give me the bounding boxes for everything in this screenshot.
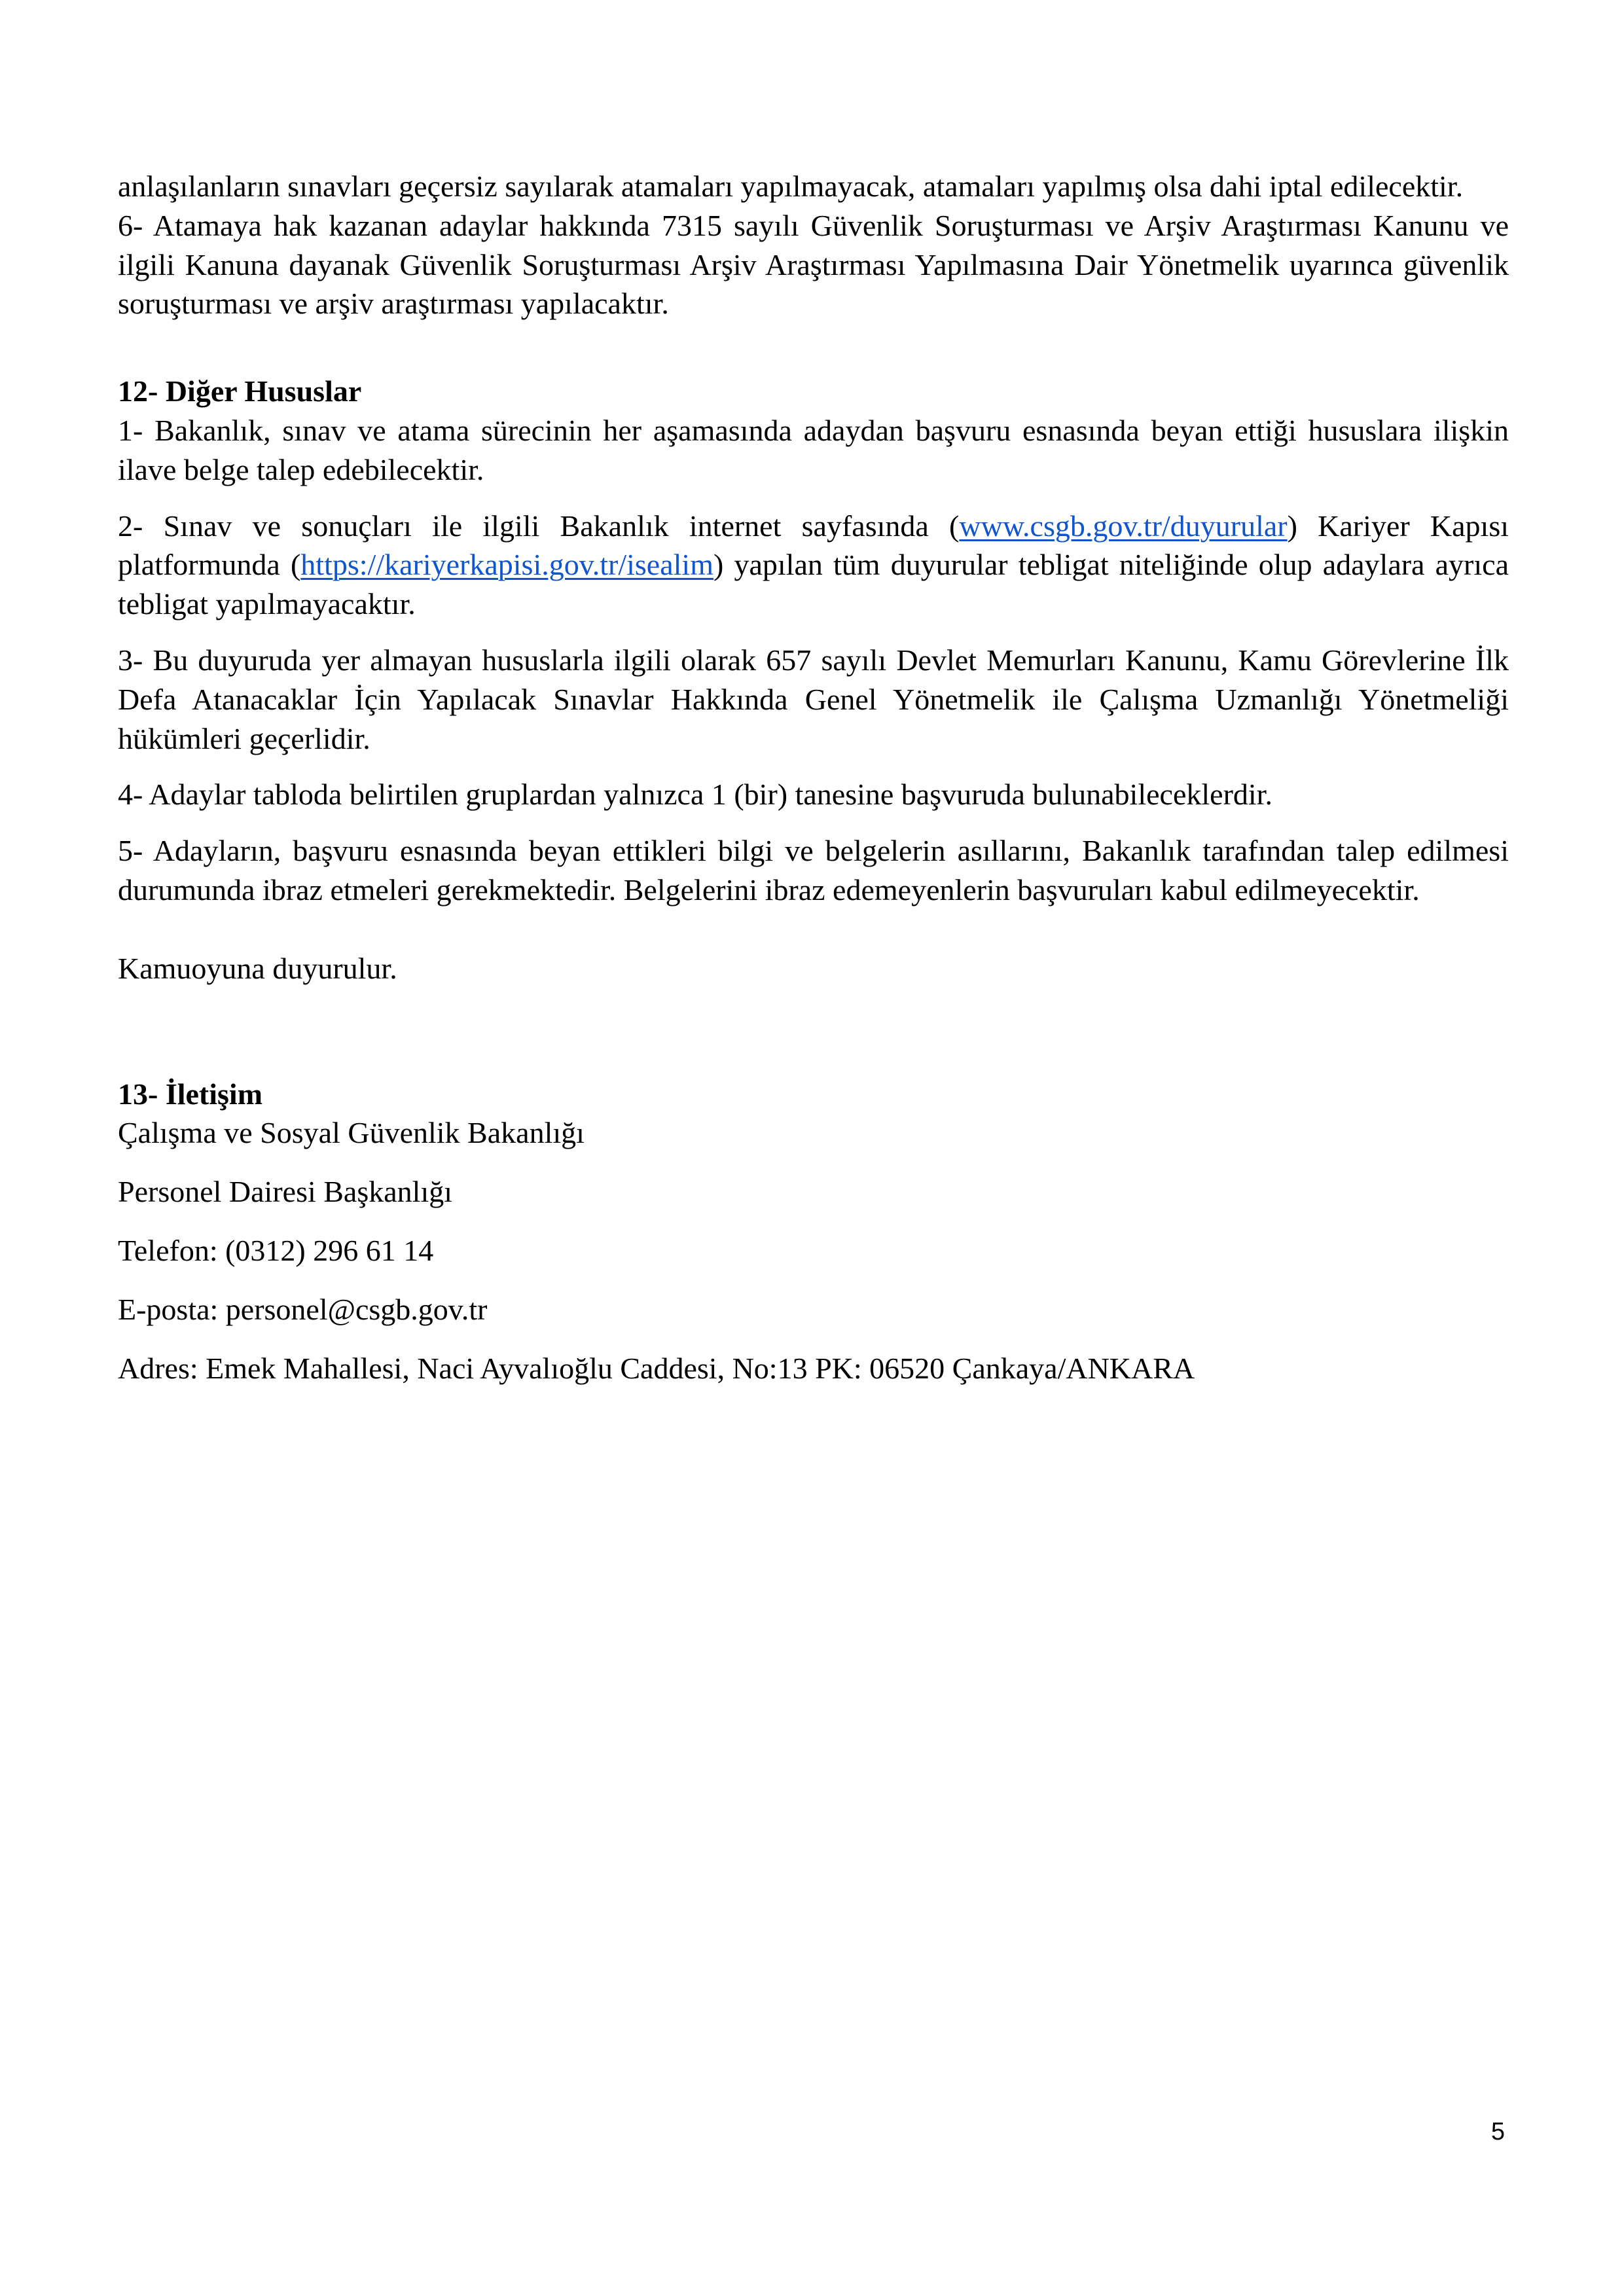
contact-phone: Telefon: (0312) 296 61 14	[118, 1233, 434, 1267]
spacer	[118, 1270, 1509, 1290]
item-2-prefix-text: 2- Sınav ve sonuçları ile ilgili Bakanlık internet sayfasında (	[118, 509, 960, 543]
section-12-item-5: 5- Adayların, başvuru esnasında beyan ettikleri bilgi ve belgelerin asıllarını, Bakanlık tarafından talep edilmesi durumunda ibraz etmeleri gerekmektedir. Belgelerini ibraz edemeyenlerin başvuruları kabul edilmeyecektir.	[118, 834, 1509, 906]
section-12-heading: 12- Diğer Hususlar	[118, 374, 362, 408]
section-12-item-4: 4- Adaylar tabloda belirtilen gruplardan yalnızca 1 (bir) tanesine başvuruda bulunabileceklerdir.	[118, 778, 1272, 812]
spacer	[118, 624, 1509, 641]
spacer	[118, 490, 1509, 507]
spacer	[118, 1329, 1509, 1349]
spacer	[118, 988, 1509, 1075]
contact-department-name: Personel Dairesi Başkanlığı	[118, 1175, 453, 1209]
page-content	[118, 167, 1509, 1388]
item-2-middle-text: ) Kariyer Kapısı platformunda (	[118, 509, 1509, 582]
spacer	[118, 910, 1509, 949]
contact-ministry-name: Çalışma ve Sosyal Güvenlik Bakanlığı	[118, 1116, 585, 1150]
section-12-item-1: 1- Bakanlık, sınav ve atama sürecinin her aşamasında adaydan başvuru esnasında beyan ettiği hususlara ilişkin ilave belge talep edebilecektir.	[118, 413, 1509, 486]
spacer	[118, 814, 1509, 831]
spacer	[118, 758, 1509, 775]
section-13-heading: 13- İletişim	[118, 1077, 263, 1111]
item-6-paragraph: 6- Atamaya hak kazanan adaylar hakkında 7315 sayılı Güvenlik Soruşturması ve Arşiv Araştırması Kanunu ve ilgili Kanuna dayanak Güvenlik Soruşturması Arşiv Araştırması Yapılmasına Dair Yönetmelik uyarınca güvenlik soruşturması ve arşiv araştırması yapılacaktır.	[118, 208, 1509, 321]
spacer	[118, 1211, 1509, 1231]
contact-address: Adres: Emek Mahallesi, Naci Ayvalıoğlu Caddesi, No:13 PK: 06520 Çankaya/ANKARA	[118, 1351, 1195, 1385]
page-number: 5	[1490, 2118, 1505, 2145]
contact-email: E-posta: personel@csgb.gov.tr	[118, 1292, 488, 1326]
csgb-duyurular-link[interactable]: www.csgb.gov.tr/duyurular	[959, 509, 1288, 543]
kariyerkapisi-isealim-link[interactable]: https://kariyerkapisi.gov.tr/isealim	[300, 548, 713, 582]
continued-paragraph: anlaşılanların sınavları geçersiz sayılarak atamaları yapılmayacak, atamaları yapılmış olsa dahi iptal edilecektir.	[118, 170, 1464, 203]
spacer	[118, 1153, 1509, 1172]
section-12-item-3: 3- Bu duyuruda yer almayan hususlarla ilgili olarak 657 sayılı Devlet Memurları Kanunu, Kamu Görevlerine İlk Defa Atanacaklar İçin Yapılacak Sınavlar Hakkında Genel Yönetmelik ile Çalışma Uzmanlığı Yönetmeliği hükümleri geçerlidir.	[118, 643, 1509, 755]
section-12-item-2	[118, 507, 1509, 624]
item-2-suffix-text: ) yapılan tüm duyurular tebligat niteliğinde olup adaylara ayrıca tebligat yapılmayacaktır.	[118, 548, 1509, 621]
spacer	[118, 323, 1509, 372]
section-12-closing-line: Kamuoyuna duyurulur.	[118, 951, 397, 985]
